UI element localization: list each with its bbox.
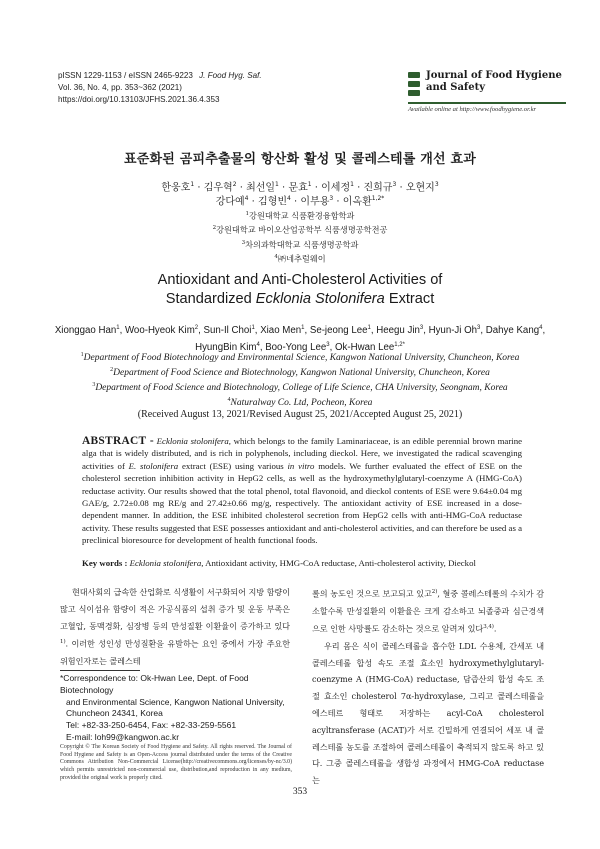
author-affiliation-mark: 3 [329, 195, 334, 202]
author-affiliation-mark: 3 [326, 342, 330, 349]
affiliation-mark: 1 [80, 352, 84, 358]
author-name: 이옥환 [342, 196, 372, 208]
author-name: Sun-Il Choi [203, 325, 252, 337]
korean-title: 표준화된 곰피추출물의 항산화 활성 및 콜레스테롤 개선 효과 [123, 152, 477, 167]
issn-line: pISSN 1229-1153 / eISSN 2465-9223 J. Food Hyg. Saf. [58, 71, 262, 80]
author-affiliation-mark: 3 [392, 181, 397, 188]
author-name: 문효 [288, 182, 308, 194]
author-name: 김우혁 [203, 182, 233, 194]
affiliation [0, 251, 600, 265]
author-affiliation-mark: 4 [256, 342, 260, 349]
affiliation [30, 394, 570, 409]
affiliation [30, 379, 570, 394]
author-affiliation-mark: 2 [232, 181, 237, 188]
affiliation-text: 차의과학대학교 식품생명공학과 [245, 239, 359, 250]
journal-logo-title: Journal of Food Hygiene and Safety [426, 70, 562, 93]
author-affiliation-mark: 4 [539, 325, 543, 331]
affiliation-mark: 4 [227, 397, 231, 404]
affiliation-text: 강원대학교 바이오산업공학부 식품생명공학전공 [216, 225, 388, 236]
page-number: 353 [292, 787, 308, 797]
affiliation [0, 237, 600, 251]
author-name: Dahye Kang [485, 325, 540, 337]
affiliation-text: Department of Food Science and Biotechnology, Kangwon National University, Chuncheon, Korea [113, 368, 490, 379]
author-name: 한웅호 [161, 182, 191, 194]
author-name: 진희규 [363, 182, 393, 194]
keywords-text: Ecklonia stolonifera, Antioxidant activity, HMG-CoA reductase, Anti-cholesterol activity, Dieckol [129, 558, 476, 568]
affiliation-text: ㈜네추럴웨이 [277, 253, 326, 264]
korean-affiliations [0, 208, 600, 265]
author-name: Boo-Yong Lee [265, 342, 327, 354]
english-authors: Xionggao Han$^1$, Woo-Hyeok Kim$^2$, Sun-Il Choi$^1$, Xiao Men$^1$, Se-jeong Lee$^1$, Heegu Jin$^3$, Hyun-Ji Oh$^3$, Dahye Kang$^4$, HyungBin Kim$^4$, Boo-Yong Lee$^3$, Ok-Hwan Lee$^{1,2*}$ [54, 325, 546, 354]
korean-authors-line2: 강다예$^4$ · 김형빈$^4$ · 이부용$^3$ · 이옥환$^{1,2*}$ [215, 195, 385, 208]
body-left-column [60, 584, 290, 670]
affiliation [30, 349, 570, 364]
author-affiliation-mark: 1 [190, 181, 195, 188]
author-affiliation-mark: 3 [434, 181, 439, 188]
author-affiliation-mark: 1 [301, 325, 305, 331]
author-affiliation-mark: 1 [275, 181, 279, 188]
doi-link[interactable]: https://doi.org/10.13103/JFHS.2021.36.4.353 [58, 95, 220, 104]
body-paragraph: 롤의 농도인 것으로 보고되고 있고$^{2)}$, 혈중 콜레스테롤의 수치가 감소할수록 만성질환의 이환율은 크게 감소하고 뇌졸중과 심근경색으로 인한 사망률도 감소하는 것으로 알려져 있다$^{3,4)}$. [312, 588, 544, 635]
journal-url[interactable]: Available online at http://www.foodhygiene.or.kr [408, 106, 537, 113]
body-paragraph: 우리 몸은 식이 콜레스테롤을 흡수한 LDL 수용체, 간세포 내 콜레스테롤 합성 속도 조절 효소인 hydroxymethylglutaryl-coenzyme A (HMG-CoA) reductase, 담즙산의 합성 속도 조절 효소인 cholesterol 7α-hydroxylase, 그리고 콜레스테롤을 에스테르 형태로 저장하는 acyl-CoA cholesterol acyltransferase (ACAT)가 서로 긴밀하게 연결되어 세포 내 콜레스테롤 농도를 조절하여 콜레스테롤이 축적되지 않도록 하고 있다. 그중 콜레스테롤을 생합성 과정에서 HMG-CoA reductase는 [312, 640, 544, 786]
author-name: 강다예 [215, 196, 245, 208]
citation: 3,4) [483, 624, 494, 631]
journal-logo [408, 70, 568, 113]
affiliation-mark: 3 [241, 239, 246, 246]
affiliation-text: Department of Food Biotechnology and Environmental Science, Kangwon National University, Chuncheon, Korea [83, 353, 520, 364]
author-affiliation-mark: 4 [287, 195, 291, 202]
korean-authors-line1: 한웅호$^1$ · 김우혁$^2$ · 최선일$^1$ · 문효$^1$ · 이세정$^1$ · 진희규$^3$ · 오현지$^3$ [161, 181, 439, 194]
journal-abbrev: J. Food Hyg. Saf. [199, 71, 262, 80]
author-affiliation-mark: 1 [116, 325, 120, 331]
body-right-column [312, 584, 544, 789]
received-dates: (Received August 13, 2021/Revised August 25, 2021/Accepted August 25, 2021) [137, 409, 463, 420]
affiliation [0, 222, 600, 236]
affiliation-mark: 3 [92, 382, 96, 389]
english-affiliations [30, 349, 570, 410]
author-name: Woo-Hyeok Kim [124, 325, 195, 337]
affiliation-text: 강원대학교 식품환경융합학과 [249, 210, 355, 221]
affiliation [0, 208, 600, 222]
english-title: Antioxidant and Anti-Cholesterol Activities of Standardized Ecklonia Stolonifera Extract [157, 272, 443, 307]
journal-logo-icon [408, 70, 422, 100]
affiliation-mark: 2 [212, 225, 217, 232]
author-affiliation-mark: 3 [419, 325, 424, 331]
author-name: Xiao Men [260, 325, 302, 337]
author-name: 김형빈 [258, 196, 288, 208]
footnote-divider [60, 670, 140, 671]
copyright-notice: Copyright © The Korean Society of Food Hygiene and Safety. All rights reserved. The Journal of Food Hygiene and Safety is an Open-Access journal distributed under the terms of the Creative Commons Attribution Non-Commercial License(http://creativecommons.org/licenses/by-nc/3.0) which permits unrestricted non-commercial use, distribution,and reproduction in any medium, provided the original work is properly cited. [60, 744, 292, 781]
citation: 2) [431, 589, 438, 595]
abstract-heading: ABSTRACT - [82, 435, 154, 447]
author-name: HyungBin Kim [195, 342, 257, 354]
author-affiliation-mark: 1,2* [394, 342, 405, 349]
author-affiliation-mark: 1 [307, 181, 312, 188]
author-name: 최선일 [246, 182, 276, 194]
volume-line: Vol. 36, No. 4, pp. 353~362 (2021) [58, 83, 182, 92]
affiliation-mark: 4 [274, 253, 278, 260]
author-name: Se-jeong Lee [309, 325, 368, 337]
body-paragraph: 현대사회의 급속한 산업화로 식생활이 서구화되어 지방 함량이 많고 식이섬유 함량이 적은 가공식품의 섭취 증가 및 운동 부족은 고혈압, 동맥경화, 심장병 등의 만성질환 이환율이 증가하고 있다$^{1)}$. 이러한 성인성 만성질환을 유발하는 요인 중에서 가장 주요한 위험인자로는 콜레스테 [60, 587, 290, 666]
author-name: 오현지 [405, 182, 435, 194]
correspondence-email[interactable]: E-mail: loh99@kangwon.ac.kr [66, 731, 180, 742]
affiliation-mark: 1 [245, 211, 250, 217]
author-name: Ok-Hwan Lee [335, 342, 395, 354]
author-name: 이부용 [300, 196, 330, 208]
journal-header-info [58, 70, 388, 106]
affiliation [30, 364, 570, 379]
affiliation-mark: 2 [110, 367, 114, 374]
logo-divider [408, 102, 566, 104]
author-affiliation-mark: 1 [350, 181, 354, 188]
keywords [82, 557, 522, 569]
author-affiliation-mark: 3 [477, 325, 481, 331]
affiliation-text: Naturalway Co. Ltd, Pocheon, Korea [230, 398, 373, 409]
author-name: Xionggao Han [54, 325, 117, 337]
author-name: 이세정 [321, 182, 351, 194]
author-affiliation-mark: 1 [251, 325, 255, 331]
keywords-heading: Key words : [82, 558, 128, 568]
author-name: Heegu Jin [376, 325, 420, 337]
affiliation-text: Department of Food Science and Biotechnology, College of Life Science, CHA University, Seongnam, Korea [95, 383, 508, 394]
author-affiliation-mark: 4 [244, 195, 249, 202]
abstract-text: Ecklonia stolonifera, which belongs to the family Laminariaceae, is an edible perennial brown marine alga that is widely distributed, and is rich in polyphenols, including dieckol. Here, we investigated the radical scavenging activities of E. stolonifera extract (ESE) using various in vitro models. We further evaluated the effect of ESE on the cholesterol secretion inhibition activity in HepG2 cells, as well as the hydroxymethylglutaryl-coenzyme A (HMG-CoA) reductase activity. Our results showed that the total phenol, total flavonoid, and dieckol contents of ESE were 9.64±0.04 mg GAE/g, 2.72±0.08 mg RE/g and 27.42±0.66 mg/g, respectively. The antioxidant activity of ESE increased in a dose-dependent manner. In addition, the ESE inhibited cholesterol secretion from HepG2 cells with anti-HMG-CoA reductase activity. These results suggested that ESE possesses antioxidant and anti-cholesterol activities, and can therefore be used as a preclinical bioresource for development of health functional foods. [82, 436, 523, 546]
correspondence-note: *Correspondence to: Ok-Hwan Lee, Dept. of Food Biotechnology and Environmental Science, Kangwon National University, Chuncheon 24341, Korea Tel: +82-33-250-6454, Fax: +82-33-259-5561 E-mail: loh99@kangwon.ac.kr [60, 673, 300, 744]
author-affiliation-mark: 2 [194, 325, 199, 331]
author-affiliation-mark: 1 [367, 325, 371, 331]
citation: 1) [60, 639, 66, 646]
abstract [82, 435, 522, 547]
author-affiliation-mark: 1,2* [371, 195, 385, 202]
author-name: Hyun-Ji Oh [428, 325, 478, 337]
